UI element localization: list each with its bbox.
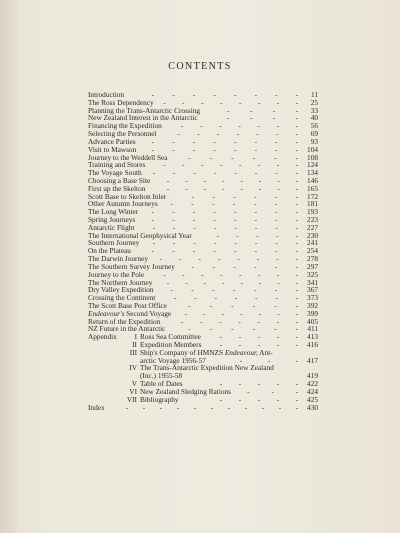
appendix-title: Expedition Members	[140, 340, 202, 349]
toc-entry-page: 230	[307, 230, 318, 240]
dot-leader: - - - - - -	[191, 261, 299, 271]
dot-leader: - - - - - -	[188, 152, 299, 162]
appendix-label: Appendix	[88, 332, 117, 342]
appendix-number: VII	[126, 394, 137, 404]
dot-leader: - - -	[239, 355, 299, 365]
toc-entry-title: Southern Journey	[88, 238, 140, 248]
toc-entry-title: Journey to the Pole	[88, 269, 145, 279]
appendix-title-line2: (Inc.) 1955-58	[140, 371, 183, 381]
toc-entry-page: 325	[307, 269, 318, 279]
chapter-list	[88, 91, 318, 333]
toc-entry-title: First up the Skelton	[88, 183, 146, 193]
appendix-entry	[88, 388, 318, 396]
dot-leader: - - - - -	[219, 332, 299, 342]
toc-entry-title: Journey to the Weddell Sea	[88, 152, 168, 162]
dot-leader: - - - - - - - -	[151, 136, 299, 146]
appendix-entry	[88, 364, 318, 372]
dot-leader: - - - - - - -	[180, 121, 299, 131]
appendix-page: 413	[307, 332, 318, 342]
dot-leader: - - - - - - - -	[163, 97, 299, 107]
toc-entry-title: Planning the Trans-Antarctic Crossing	[88, 105, 201, 115]
toc-entry-page: 278	[307, 254, 318, 264]
toc-entry-title: The Voyage South	[88, 168, 142, 178]
appendix-number: V	[131, 379, 137, 389]
dot-leader: - - - - - - - -	[152, 238, 299, 248]
appendix-entry	[88, 396, 318, 404]
dot-leader: - - - - - - - -	[151, 90, 299, 99]
dot-leader: - - -	[247, 386, 299, 396]
toc-entry-title: Spring Journeys	[88, 215, 136, 224]
toc-entry-title: Dry Valley Expedition	[88, 285, 154, 295]
toc-entry-title: The International Geophysical Year	[88, 230, 192, 240]
dot-leader: - - - - - - - - - - -	[125, 402, 299, 412]
toc-entry-page: 341	[307, 277, 318, 287]
dot-leader: - - - - - - - -	[151, 246, 299, 256]
toc-entry-title: Return of the Expedition	[88, 316, 161, 326]
toc-entry-title: Crossing the Continent	[88, 293, 156, 303]
dot-leader: - - - - - - -	[184, 308, 299, 318]
toc-entry-page: 392	[307, 300, 318, 310]
dot-leader: - - - - - - -	[170, 199, 299, 209]
dot-leader: - - - - -	[219, 340, 299, 349]
dot-leader: - - - - - - - -	[159, 254, 299, 264]
dot-leader: - - - - - - -	[173, 293, 299, 303]
toc-entry-title: The Long Winter	[88, 207, 139, 217]
toc-entry-page: 227	[307, 222, 318, 232]
appendix-page: 425	[307, 394, 318, 404]
appendix-number: II	[132, 340, 137, 349]
toc-entry-title: Advance Parties	[88, 136, 136, 146]
toc-entry-page: 124	[307, 160, 318, 170]
appendix-title: The Trans-Antarctic Expedition New Zealand	[140, 363, 274, 373]
dot-leader: - - - - - - -	[170, 285, 299, 295]
page-gutter-shadow	[0, 0, 18, 533]
toc-entry-page: 367	[307, 285, 318, 295]
toc-entry-title: Other Autumn Journeys	[88, 199, 158, 209]
toc-entry-page: 193	[307, 207, 318, 217]
toc-entry-page: 399	[307, 308, 318, 318]
toc-entry-index	[88, 404, 318, 412]
table-of-contents	[88, 91, 318, 411]
dot-leader: - - - - -	[216, 230, 299, 240]
toc-entry-title: On the Plateau	[88, 246, 131, 256]
dot-leader: - - - - - - - -	[151, 144, 299, 154]
appendix-title: Ship's Company of HMNZS Endeavour, Ant-	[140, 347, 273, 357]
dot-leader: - - - -	[227, 105, 299, 115]
appendix-page: 422	[307, 379, 318, 389]
appendix-title: Bibliography	[140, 394, 179, 404]
toc-entry-page: 108	[307, 152, 318, 162]
appendix-number: I	[134, 332, 137, 342]
dot-leader: - - - - - - - -	[152, 168, 299, 178]
toc-entry-title: Introduction	[88, 90, 125, 99]
toc-entry-page: 104	[307, 144, 318, 154]
dot-leader: - - - - - - - -	[166, 277, 299, 287]
toc-entry-page: 93	[310, 136, 318, 146]
dot-leader: - - - - - - - -	[163, 160, 299, 170]
toc-entry-page: 40	[310, 113, 318, 123]
appendix-entry	[88, 333, 318, 341]
toc-entry-page: 373	[307, 293, 318, 303]
appendix-page: 417	[307, 355, 318, 365]
toc-entry-title: Visit to Mawson	[88, 144, 137, 154]
toc-entry-page: 172	[307, 191, 318, 201]
toc-entry-page: 134	[307, 168, 318, 178]
toc-entry-page: 56	[310, 121, 318, 131]
toc-entry-title: Training and Stores	[88, 160, 146, 170]
dot-leader: - - - - -	[219, 379, 299, 389]
appendix-number: IV	[129, 363, 137, 373]
toc-entry-title: The Southern Survey Journey	[88, 261, 175, 271]
toc-entry-title: New Zealand Interest in the Antarctic	[88, 113, 198, 123]
appendix-page: 419	[307, 371, 318, 381]
toc-entry-title: The Northern Journey	[88, 277, 153, 287]
dot-leader: - - - - - - - -	[166, 175, 299, 185]
appendix-number: III	[129, 347, 137, 357]
toc-entry-page: 411	[307, 324, 318, 334]
dot-leader: - - - - -	[219, 394, 299, 404]
toc-entry-page: 181	[307, 199, 318, 209]
toc-entry-page: 241	[307, 238, 318, 248]
toc-entry-title: Choosing a Base Site	[88, 175, 151, 185]
dot-leader: - - - - - - -	[177, 129, 299, 139]
toc-entry-title: Selecting the Personnel	[88, 129, 157, 139]
appendix-page: 416	[307, 340, 318, 349]
dot-leader: - - - - - -	[188, 324, 299, 334]
appendix-title: Ross Sea Committee	[140, 332, 201, 342]
toc-entry-title: The Darwin Journey	[88, 254, 148, 264]
toc-entry-page: 69	[310, 129, 318, 139]
dot-leader: - - - - - - - -	[151, 207, 299, 217]
dot-leader: - - - - - - -	[180, 316, 299, 326]
toc-entry-page: 223	[307, 215, 318, 224]
dot-leader: - - - - - -	[191, 191, 299, 201]
toc-entry-title: Financing the Expedition	[88, 121, 162, 131]
appendix-title: Table of Dates	[140, 379, 183, 389]
dot-leader: - - - - - - - -	[151, 215, 299, 224]
toc-entry-title: Antarctic Flight	[88, 222, 135, 232]
toc-entry-page: 254	[307, 246, 318, 256]
appendix-list	[88, 333, 318, 403]
toc-entry-title: NZ Future in the Antarctic	[88, 324, 166, 334]
dot-leader: - - - -	[227, 113, 299, 123]
appendix-number: VI	[129, 386, 137, 396]
toc-entry-title: The Scott Base Post Office	[88, 300, 167, 310]
dot-leader: - - - - - - - -	[152, 222, 299, 232]
dot-leader: - - - - - -	[188, 300, 299, 310]
appendix-page: 424	[307, 386, 318, 396]
toc-entry-title: The Ross Dependency	[88, 97, 154, 107]
dot-leader: - - - - - - - -	[166, 183, 299, 193]
toc-entry-page: 11	[310, 90, 318, 99]
toc-entry-title: Index	[88, 402, 105, 412]
toc-entry-page: 430	[307, 402, 318, 412]
toc-entry-page: 165	[307, 183, 318, 193]
toc-entry-page: 25	[310, 97, 318, 107]
toc-entry-title: Scott Base to Skelton Inlet	[88, 191, 166, 201]
toc-entry-page: 405	[307, 316, 318, 326]
toc-entry-page: 33	[310, 105, 318, 115]
appendix-title-line2: arctic Voyage 1956-57	[140, 355, 206, 365]
toc-entry-title: Endeavour's Second Voyage	[88, 308, 172, 318]
dot-leader: - - - - - - - -	[163, 269, 299, 279]
contents-heading: CONTENTS	[168, 61, 232, 72]
appendix-entry-continued	[88, 372, 318, 380]
appendix-title: New Zealand Sledging Rations	[140, 386, 231, 396]
toc-entry-page: 146	[307, 175, 318, 185]
toc-entry	[88, 325, 318, 333]
toc-entry-page: 297	[307, 261, 318, 271]
